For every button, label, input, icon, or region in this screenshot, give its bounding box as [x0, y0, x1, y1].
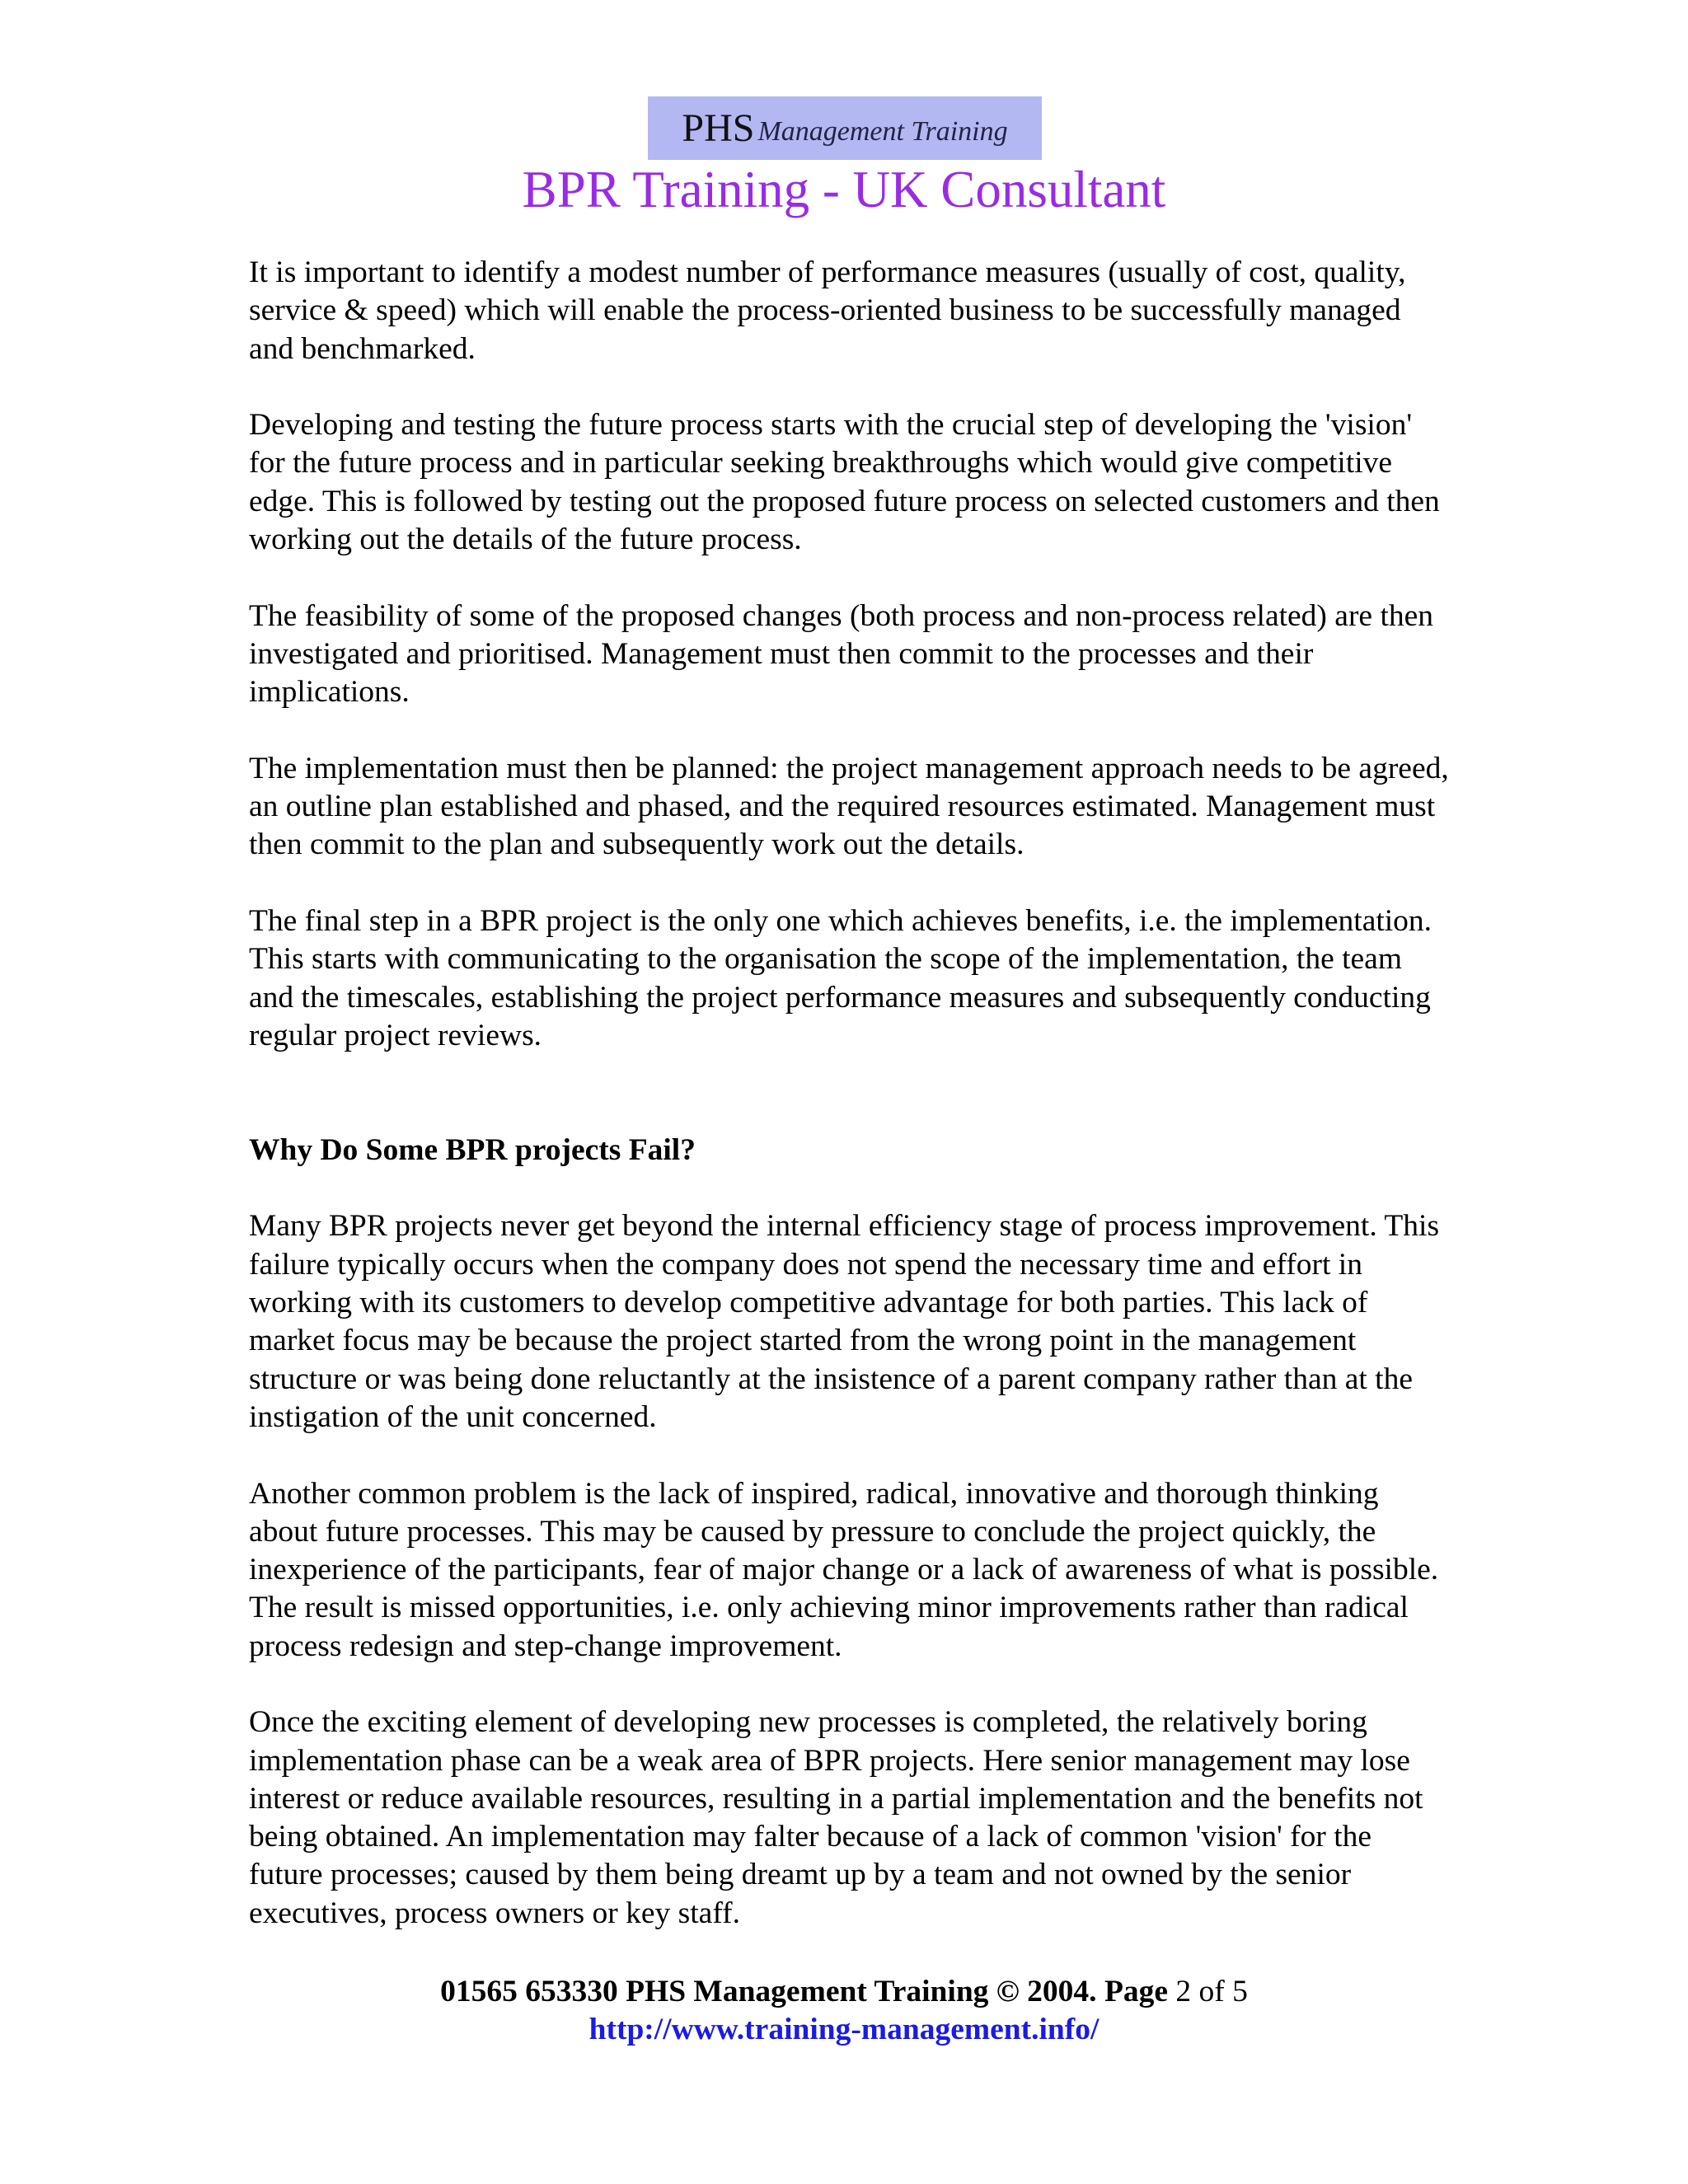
footer-url-link[interactable]: http://www.training-management.info/ — [588, 2013, 1100, 2046]
paragraph: The feasibility of some of the proposed changes (both process and non-process related) are then investigated and prioritised. Management must then commit to the processes and their implications. — [249, 598, 1434, 710]
page-title: BPR Training - UK Consultant — [522, 161, 1166, 218]
footer-page-label: Page — [1104, 1975, 1168, 2008]
footer-line — [0, 1973, 1688, 2011]
paragraph: The final step in a BPR project is the only one which achieves benefits, i.e. the implementation. This starts with communicating to the organisation the scope of the implementation, the team and the timescales, establishing the project performance measures and subsequently conducting regular project reviews. — [249, 904, 1432, 1052]
page-footer — [0, 1973, 1688, 2049]
paragraph: Developing and testing the future process starts with the crucial step of developing the 'vision' for the future process and in particular seeking breakthroughs which would give competitive edge. This is followed by testing out the proposed future process on selected customers and then working out the details of the future process. — [249, 408, 1440, 557]
phs-logo — [648, 96, 1042, 160]
paragraph: Once the exciting element of developing new processes is completed, the relatively boring implementation phase can be a weak area of BPR projects. Here senior management may lose interest or reduce available resources, resulting in a partial implementation and the benefits not being obtained. An implementation may falter because of a lack of common 'vision' for the future processes; caused by them being dreamt up by a team and not owned by the senior executives, process owners or key staff. — [249, 1705, 1423, 1930]
paragraph: Many BPR projects never get beyond the internal efficiency stage of process improvement. This failure typically occurs when the company does not spend the necessary time and effort in working with its customers to develop competitive advantage for both parties. This lack of market focus may be because the project started from the wrong point in the management structure or was being done reluctantly at the insistence of a parent company rather than at the instigation of the unit concerned. — [249, 1209, 1440, 1434]
paragraph: Another common problem is the lack of inspired, radical, innovative and thorough thinking about future processes. This may be caused by pressure to conclude the project quickly, the inexperience of the participants, fear of major change or a lack of awareness of what is possible. The result is missed opportunities, i.e. only achieving minor improvements rather than radical process redesign and step-change improvement. — [249, 1476, 1439, 1663]
paragraph: It is important to identify a modest number of performance measures (usually of cost, quality, service & speed) which will enable the process-oriented business to be successfully managed and benchmarked. — [249, 255, 1406, 366]
footer-page-number: 2 of 5 — [1175, 1975, 1248, 2008]
paragraph: The implementation must then be planned: the project management approach needs to be agreed, an outline plan established and phased, and the required resources estimated. Management must then commit to the plan and subsequently work out the details. — [249, 751, 1449, 862]
section-heading: Why Do Some BPR projects Fail? — [249, 1132, 696, 1167]
footer-contact: 01565 653330 PHS Management Training © 2004. — [440, 1975, 1097, 2008]
logo-sub-text: Management Training — [757, 115, 1008, 147]
logo-main-text: PHS — [682, 106, 755, 150]
document-body — [249, 254, 1452, 1971]
